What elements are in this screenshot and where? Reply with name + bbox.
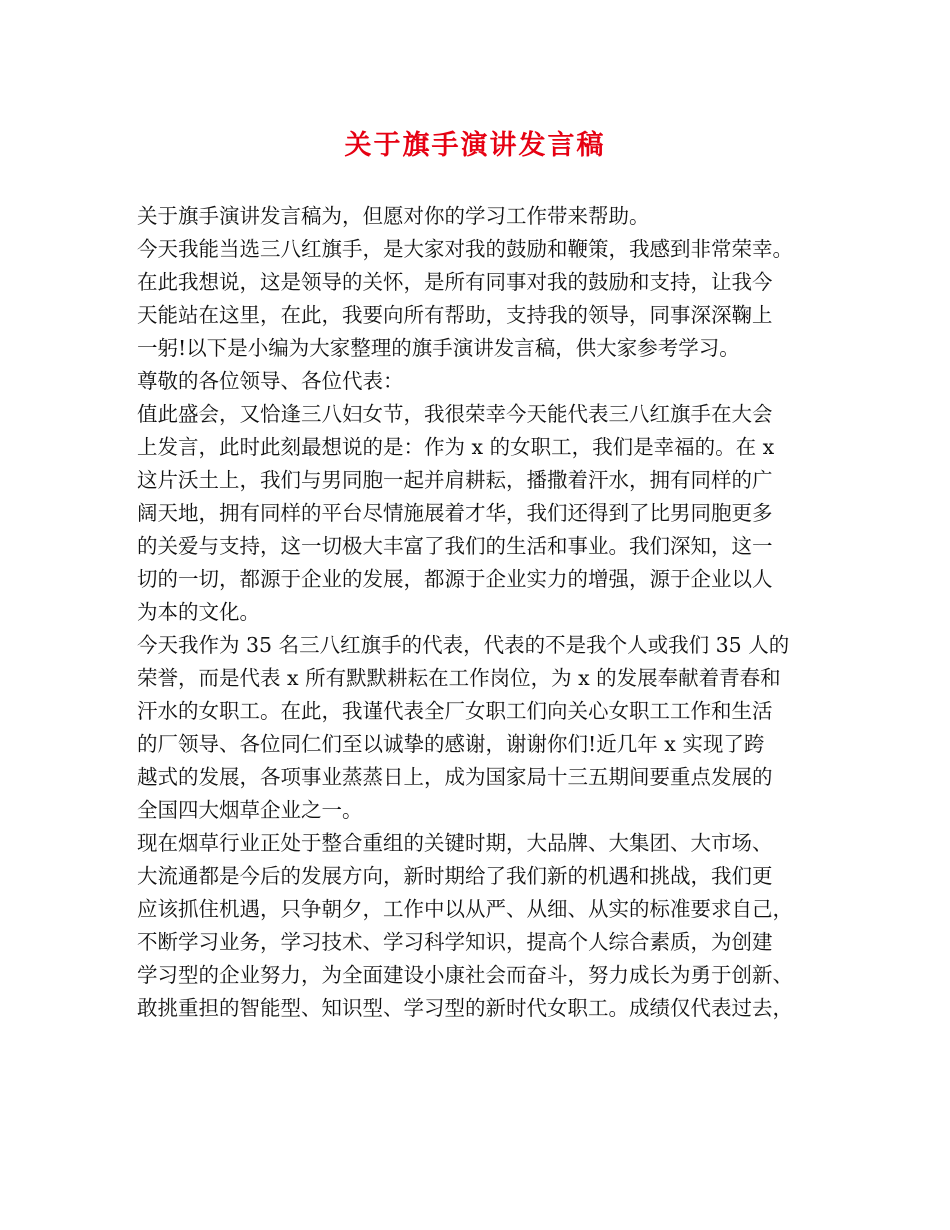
document-body bbox=[137, 200, 837, 1025]
text-line: 荣誉，而是代表 x 所有默默耕耘在工作岗位，为 x 的发展奉献着青春和 bbox=[137, 666, 781, 690]
text-line: 的厂领导、各位同仁们至以诚挚的感谢，谢谢你们!近几年 x 实现了跨 bbox=[137, 732, 765, 756]
text-line: 大流通都是今后的发展方向，新时期给了我们新的机遇和挑战，我们更 bbox=[137, 864, 773, 888]
text-line: 应该抓住机遇，只争朝夕，工作中以从严、从细、从实的标准要求自己， bbox=[137, 897, 793, 921]
text-line: 今天我作为 35 名三八红旗手的代表，代表的不是我个人或我们 35 人的 bbox=[137, 633, 790, 657]
text-line: 全国四大烟草企业之一。 bbox=[137, 798, 363, 822]
text-line: 不断学习业务，学习技术、学习科学知识，提高个人综合素质，为创建 bbox=[137, 930, 773, 954]
text-line: 的关爱与支持，这一切极大丰富了我们的生活和事业。我们深知，这一 bbox=[137, 534, 773, 558]
text-line: 阔天地，拥有同样的平台尽情施展着才华，我们还得到了比男同胞更多 bbox=[137, 501, 773, 525]
text-line: 尊敬的各位领导、各位代表： bbox=[137, 369, 404, 393]
text-line: 天能站在这里，在此，我要向所有帮助，支持我的领导，同事深深鞠上 bbox=[137, 303, 773, 327]
text-line: 越式的发展，各项事业蒸蒸日上，成为国家局十三五期间要重点发展的 bbox=[137, 765, 773, 789]
text-line: 敢挑重担的智能型、知识型、学习型的新时代女职工。成绩仅代表过去， bbox=[137, 996, 793, 1020]
text-line: 切的一切，都源于企业的发展，都源于企业实力的增强，源于企业以人 bbox=[137, 567, 773, 591]
text-line: 学习型的企业努力，为全面建设小康社会而奋斗，努力成长为勇于创新、 bbox=[137, 963, 793, 987]
text-line: 今天我能当选三八红旗手，是大家对我的鼓励和鞭策，我感到非常荣幸。 bbox=[137, 237, 793, 261]
text-line: 上发言，此时此刻最想说的是：作为 x 的女职工，我们是幸福的。在 x bbox=[137, 435, 775, 459]
text-line: 这片沃土上，我们与男同胞一起并肩耕耘，播撒着汗水，拥有同样的广 bbox=[137, 468, 773, 492]
text-line: 值此盛会，又恰逢三八妇女节，我很荣幸今天能代表三八红旗手在大会 bbox=[137, 402, 773, 426]
text-line: 现在烟草行业正处于整合重组的关键时期，大品牌、大集团、大市场、 bbox=[137, 831, 773, 855]
text-line: 在此我想说，这是领导的关怀，是所有同事对我的鼓励和支持，让我今 bbox=[137, 270, 773, 294]
page-title: 关于旗手演讲发言稿 bbox=[344, 130, 606, 161]
text-line: 关于旗手演讲发言稿为，但愿对你的学习工作带来帮助。 bbox=[137, 204, 650, 228]
text-line: 一躬!以下是小编为大家整理的旗手演讲发言稿，供大家参考学习。 bbox=[137, 336, 740, 360]
text-line: 汗水的女职工。在此，我谨代表全厂女职工们向关心女职工工作和生活 bbox=[137, 699, 773, 723]
text-line: 为本的文化。 bbox=[137, 600, 260, 624]
